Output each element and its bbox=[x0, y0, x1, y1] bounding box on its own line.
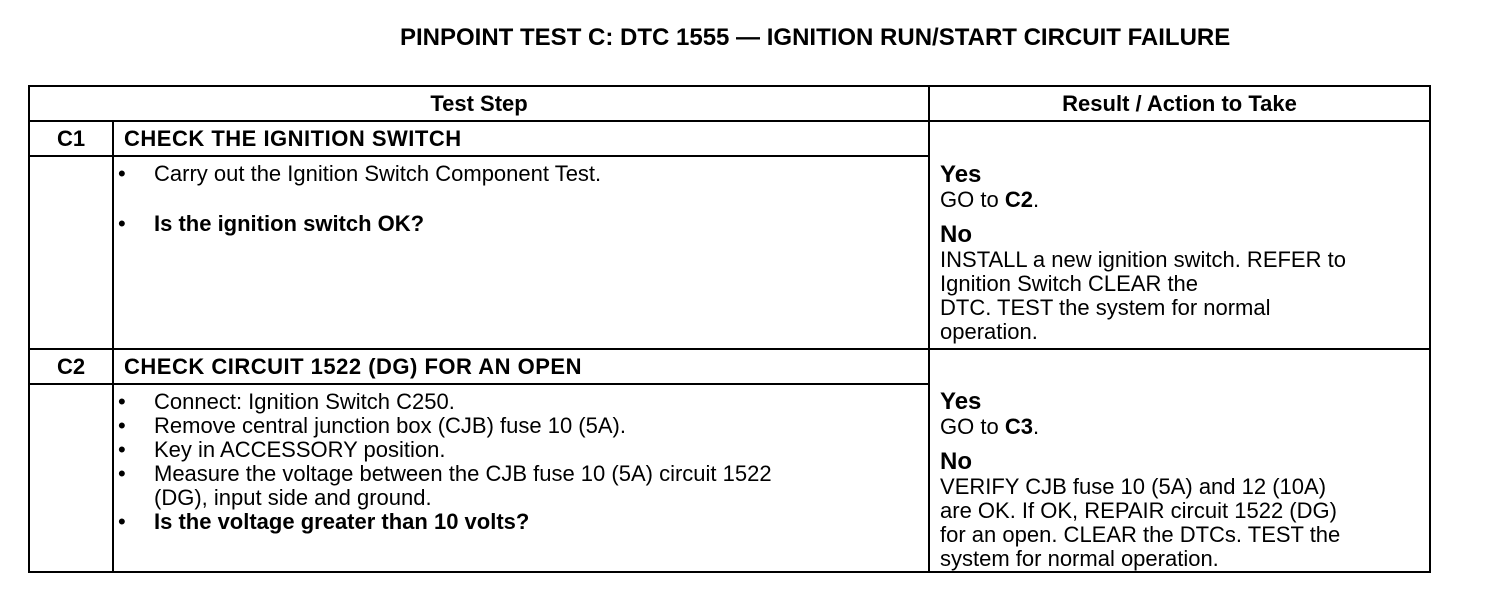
no-action-c1: INSTALL a new ignition switch. REFER to Ignition Switch CLEAR the DTC. TEST the system for normal operation. bbox=[940, 247, 1346, 344]
step-title-c2: CHECK CIRCUIT 1522 (DG) FOR AN OPEN bbox=[113, 349, 929, 384]
table-header-row bbox=[29, 86, 1430, 121]
step-body-c2 bbox=[113, 384, 929, 572]
step-id-c2: C2 bbox=[29, 349, 113, 384]
list-item: • Is the voltage greater than 10 volts? bbox=[118, 509, 530, 534]
yes-label-c2: Yes bbox=[940, 388, 982, 415]
no-label-c2: No bbox=[940, 448, 973, 475]
result-header: Result / Action to Take bbox=[929, 86, 1430, 121]
step-row-c1-title bbox=[29, 121, 1430, 156]
list-item: • Is the ignition switch OK? bbox=[118, 211, 425, 236]
step-body-c1 bbox=[113, 156, 929, 349]
yes-action-c2: GO to C3. bbox=[940, 414, 1040, 439]
step-title-c1: CHECK THE IGNITION SWITCH bbox=[113, 121, 929, 156]
list-item: • Remove central junction box (CJB) fuse 10 (5A). bbox=[118, 413, 626, 438]
yes-label-c1: Yes bbox=[940, 161, 982, 188]
step-id-spacer-c1 bbox=[29, 156, 113, 349]
step-id-spacer-c2 bbox=[29, 384, 113, 572]
yes-action-c1: GO to C2. bbox=[940, 187, 1040, 212]
list-item: • Measure the voltage between the CJB fuse 10 (5A) circuit 1522 (DG), input side and ground. bbox=[118, 461, 772, 510]
list-item: • Carry out the Ignition Switch Component Test. bbox=[118, 161, 602, 186]
test-step-header: Test Step bbox=[29, 86, 929, 121]
pinpoint-test-table bbox=[28, 85, 1431, 573]
result-cell-c2 bbox=[929, 349, 1430, 572]
list-item: • Key in ACCESSORY position. bbox=[118, 437, 446, 462]
step-id-c1: C1 bbox=[29, 121, 113, 156]
list-item: • Connect: Ignition Switch C250. bbox=[118, 389, 455, 414]
no-label-c1: No bbox=[940, 221, 973, 248]
step-row-c2-title bbox=[29, 349, 1430, 384]
no-action-c2: VERIFY CJB fuse 10 (5A) and 12 (10A) are OK. If OK, REPAIR circuit 1522 (DG) for an open. CLEAR the DTCs. TEST the system for normal operation. bbox=[940, 474, 1341, 571]
page-title: PINPOINT TEST C: DTC 1555 — IGNITION RUN/START CIRCUIT FAILURE bbox=[400, 24, 1231, 51]
result-cell-c1 bbox=[929, 121, 1430, 349]
